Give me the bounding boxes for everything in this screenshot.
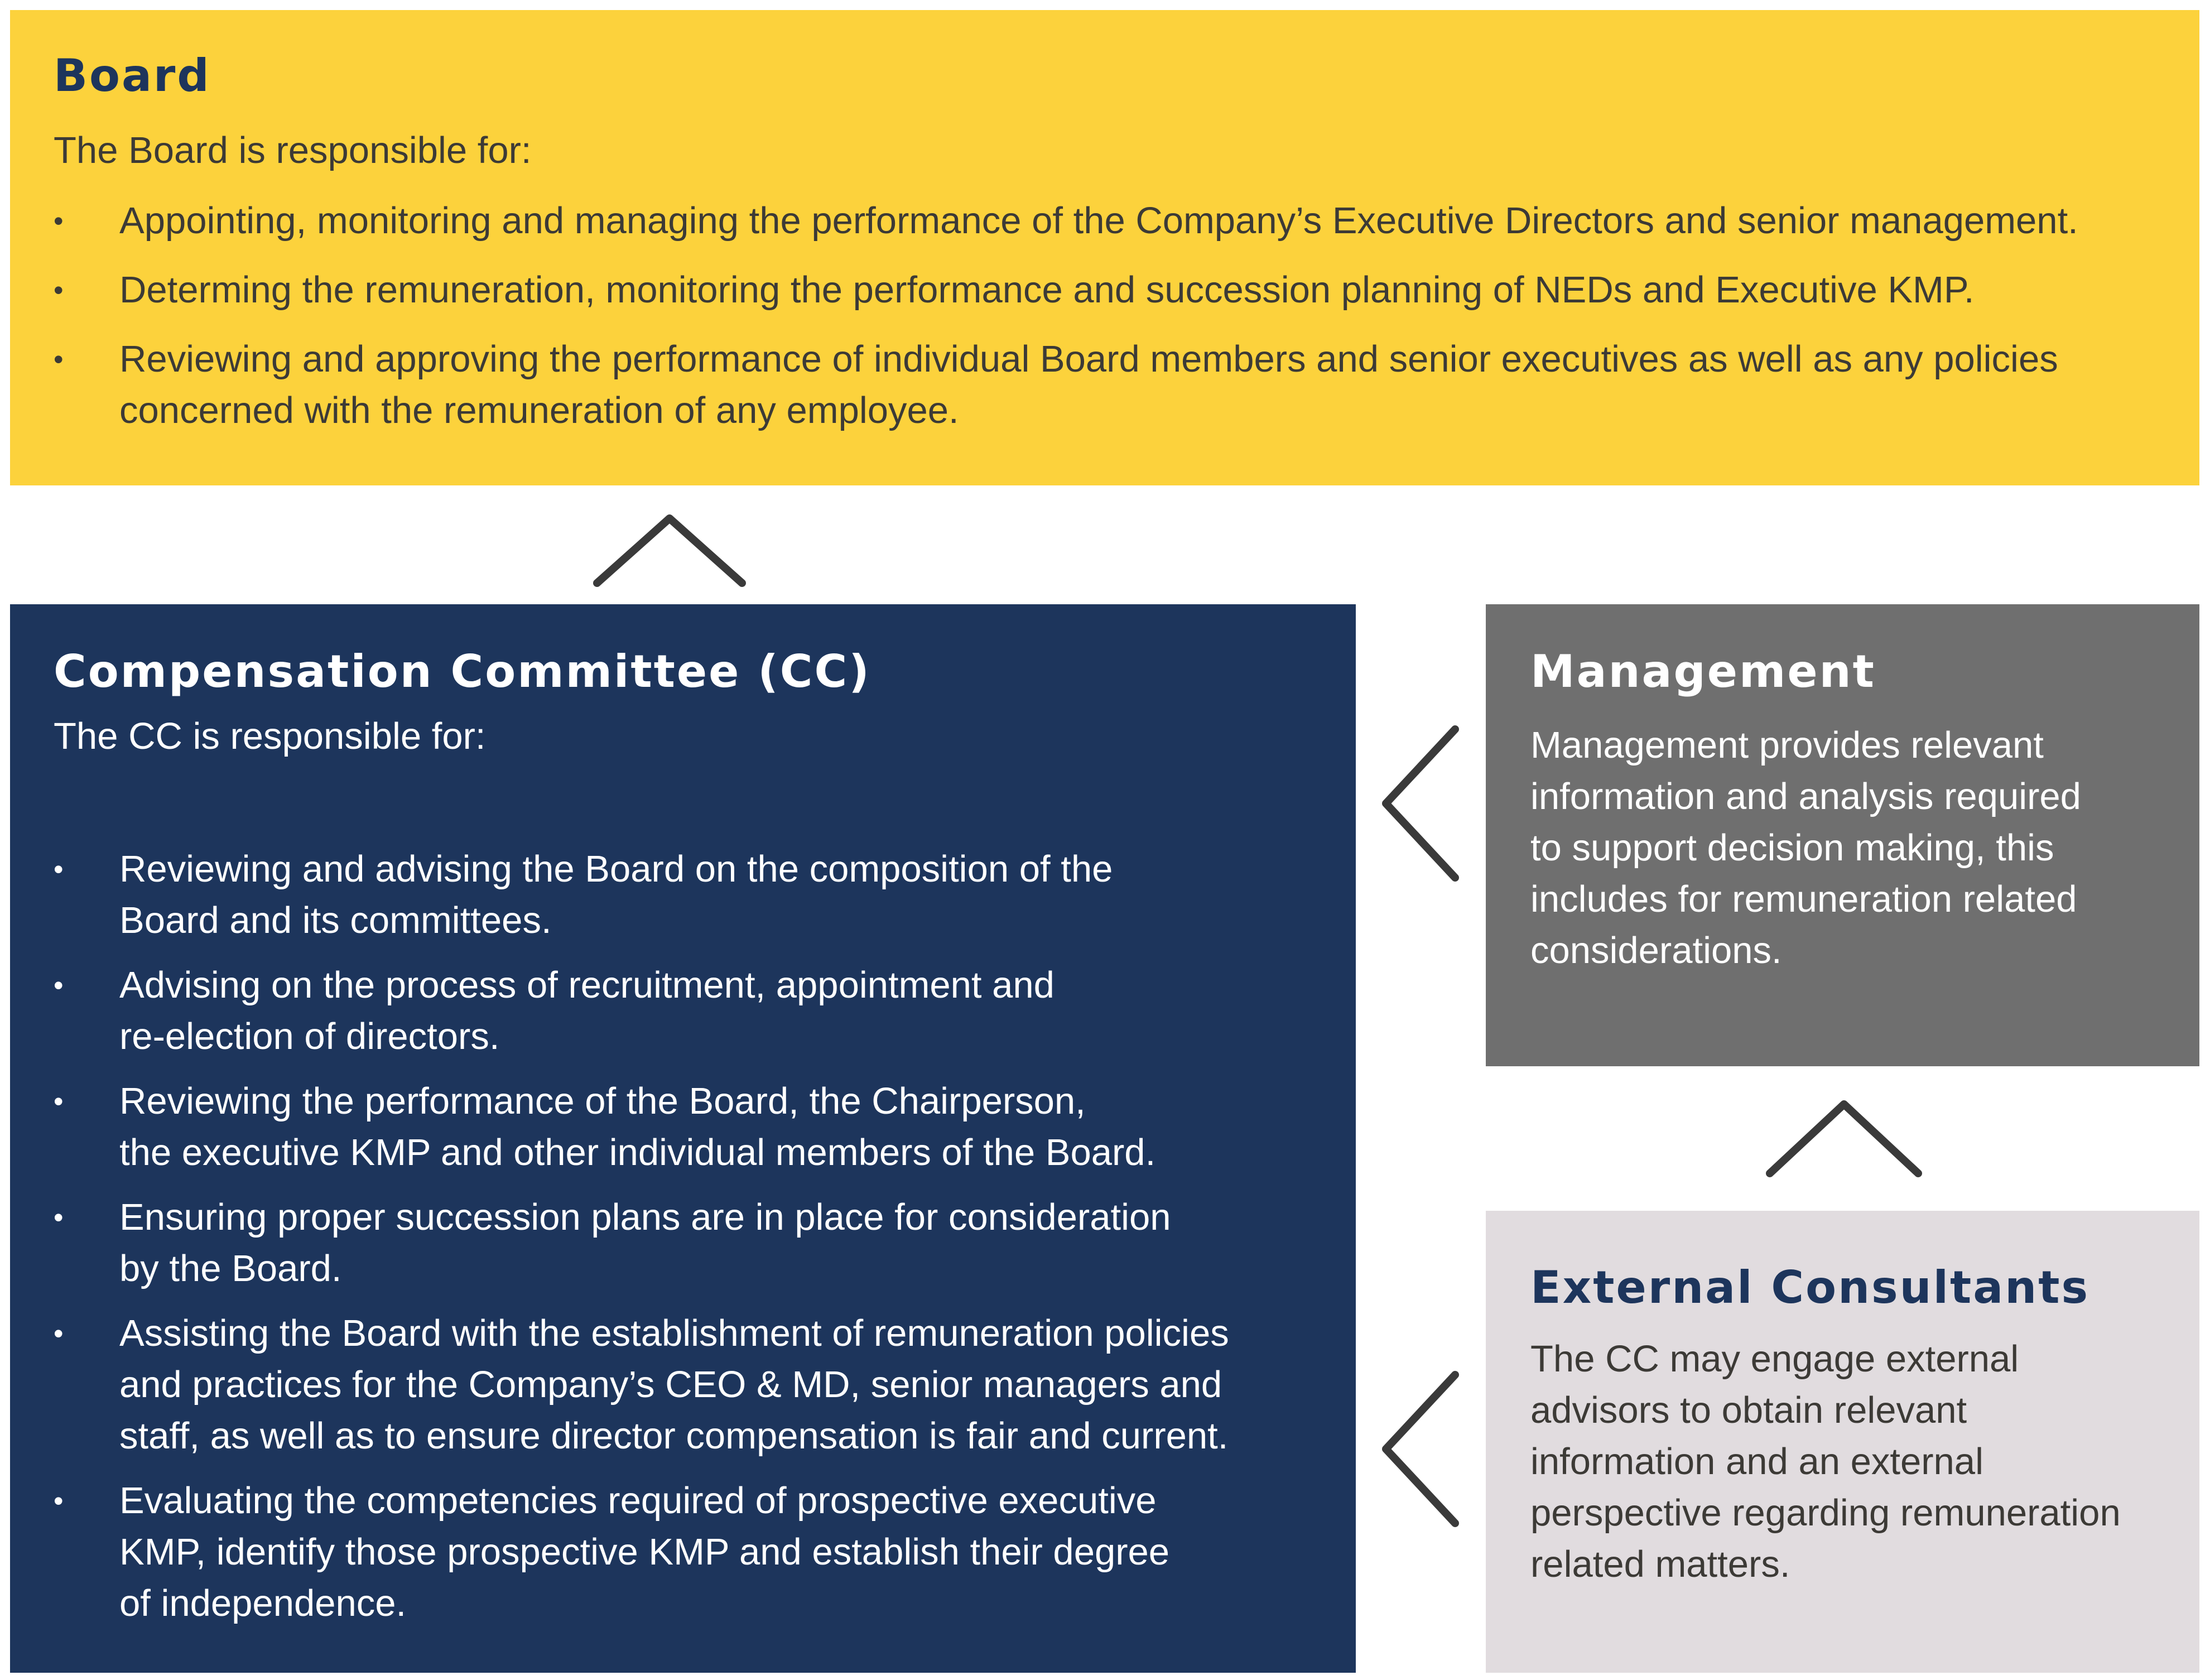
cc-heading: Compensation Committee (CC) [54, 646, 871, 697]
bullet-icon: • [54, 854, 64, 885]
list-item-text: staff, as well as to ensure director compensation is fair and current. [119, 1415, 1229, 1457]
list-item-text: Reviewing and approving the performance of individual Board members and senior executives as well as any policies [119, 338, 2058, 380]
chevron-up-icon [1763, 1096, 1925, 1180]
list-item-text: re-election of directors. [119, 1015, 500, 1057]
chevron-left-icon [1378, 1368, 1462, 1530]
description-line: to support decision making, this [1530, 827, 2054, 869]
board-heading: Board [54, 50, 211, 102]
bullet-icon: • [54, 1485, 64, 1517]
list-item [54, 1475, 1229, 1629]
bullet-icon: • [54, 275, 64, 306]
bullet-icon: • [54, 1086, 64, 1117]
list-item-text: of independence. [119, 1582, 407, 1624]
description-line: information and an external [1530, 1441, 1983, 1482]
description-line: advisors to obtain relevant [1530, 1389, 1967, 1431]
external-consultants-heading: External Consultants [1530, 1262, 2090, 1313]
list-item-text: Advising on the process of recruitment, appointment and [119, 964, 1055, 1006]
bullet-icon: • [54, 205, 64, 237]
bullet-icon: • [54, 344, 64, 375]
board-responsibilities-list [54, 195, 2078, 454]
description-line: related matters. [1530, 1543, 1790, 1585]
list-item-text: Appointing, monitoring and managing the performance of the Company’s Executive Directors and senior management. [119, 200, 2078, 242]
bullet-icon: • [54, 1318, 64, 1349]
list-item-text: Board and its committees. [119, 899, 552, 941]
description-line: perspective regarding remuneration [1530, 1492, 2121, 1534]
bullet-icon: • [54, 970, 64, 1001]
chevron-left-icon [1378, 723, 1462, 884]
list-item [54, 1192, 1229, 1294]
external-consultants-description [1530, 1334, 2121, 1590]
bullet-icon: • [54, 1202, 64, 1233]
description-line: considerations. [1530, 930, 1782, 971]
list-item-text: Assisting the Board with the establishment of remuneration policies [119, 1312, 1229, 1354]
list-item-text: Evaluating the competencies required of prospective executive [119, 1480, 1157, 1522]
management-description [1530, 720, 2081, 976]
list-item [54, 844, 1229, 946]
list-item [54, 334, 2078, 436]
description-line: information and analysis required [1530, 776, 2081, 817]
list-item-text: KMP, identify those prospective KMP and establish their degree [119, 1531, 1170, 1573]
list-item-text: concerned with the remuneration of any employee. [119, 389, 959, 431]
list-item-text: Reviewing and advising the Board on the composition of the [119, 848, 1113, 890]
description-line: The CC may engage external [1530, 1338, 2019, 1380]
list-item-text: Ensuring proper succession plans are in place for consideration [119, 1196, 1171, 1238]
chevron-up-icon [591, 511, 748, 589]
list-item-text: and practices for the Company’s CEO & MD, senior managers and [119, 1364, 1222, 1405]
board-intro: The Board is responsible for: [54, 129, 532, 171]
cc-responsibilities-list [54, 844, 1229, 1643]
list-item-text: Reviewing the performance of the Board, the Chairperson, [119, 1080, 1086, 1122]
management-heading: Management [1530, 646, 1876, 697]
cc-intro: The CC is responsible for: [54, 715, 486, 757]
description-line: Management provides relevant [1530, 724, 2044, 766]
description-line: includes for remuneration related [1530, 878, 2077, 920]
list-item [54, 1308, 1229, 1462]
list-item [54, 1076, 1229, 1178]
list-item-text: Determing the remuneration, monitoring the performance and succession planning of NEDs and Executive KMP. [119, 269, 1975, 311]
list-item [54, 960, 1229, 1062]
list-item [54, 264, 2078, 316]
list-item-text: the executive KMP and other individual members of the Board. [119, 1132, 1156, 1173]
list-item-text: by the Board. [119, 1248, 342, 1289]
list-item [54, 195, 2078, 247]
